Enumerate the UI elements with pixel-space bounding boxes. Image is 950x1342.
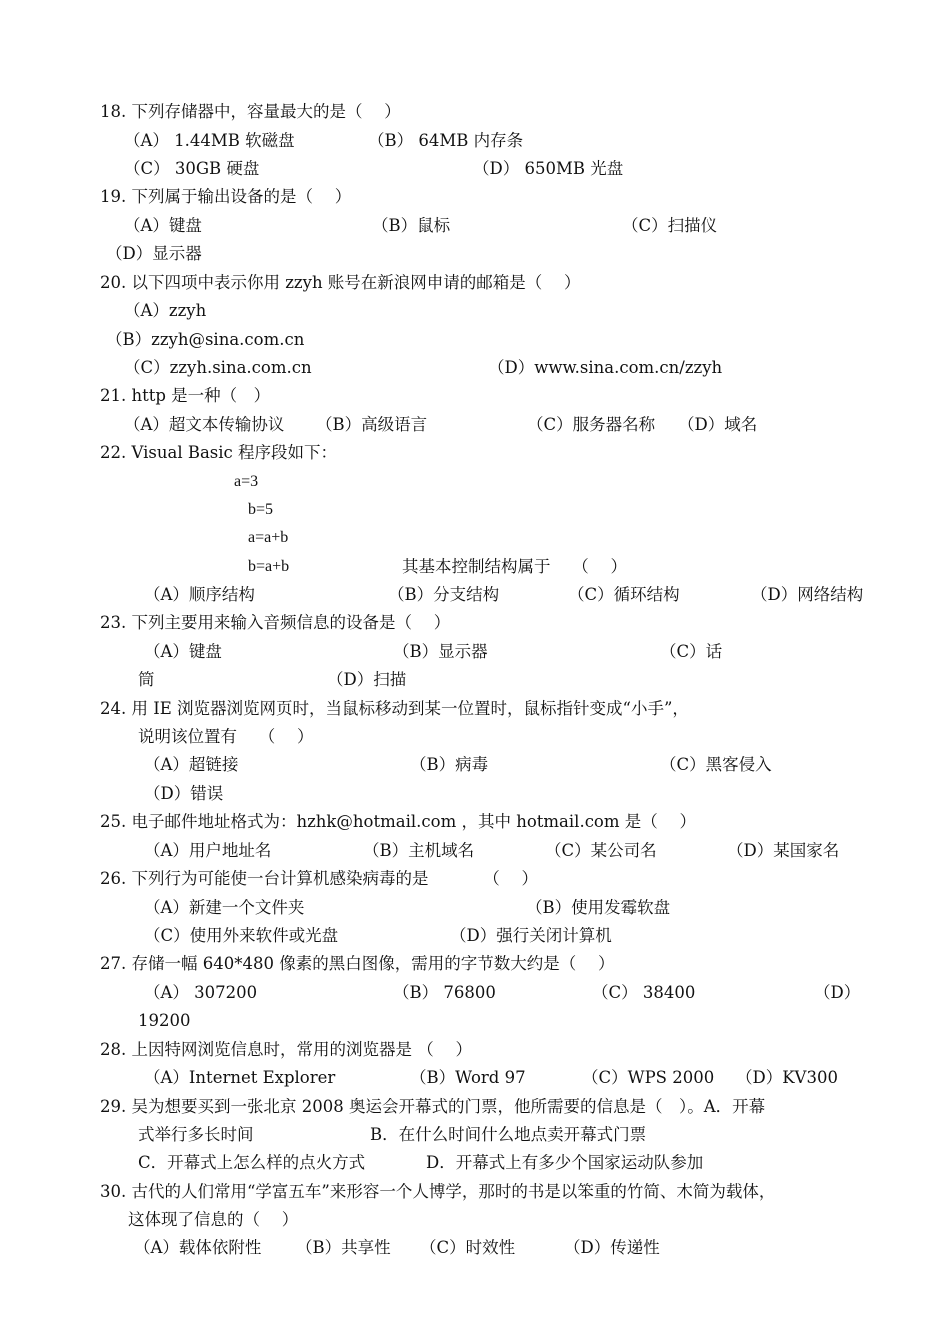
option-d: （D）某国家名 bbox=[727, 841, 840, 860]
question-24-continued: 说明该位置有 （ ） bbox=[138, 727, 314, 746]
option-b: （B）使用发霉软盘 bbox=[526, 898, 671, 917]
option-a: （A）键盘 bbox=[124, 216, 202, 235]
option-c: （C）循环结构 bbox=[568, 585, 680, 604]
question-28: 28. 上因特网浏览信息时，常用的浏览器是 （ ） bbox=[100, 1040, 472, 1059]
option-c: （C）使用外来软件或光盘 bbox=[144, 926, 339, 945]
option-c: （C）话 bbox=[660, 642, 723, 661]
option-c: C．开幕式上怎么样的点火方式 bbox=[138, 1153, 366, 1172]
option-b: （B）分支结构 bbox=[388, 585, 500, 604]
question-19: 19. 下列属于输出设备的是（ ） bbox=[100, 187, 352, 206]
option-b: （B）共享性 bbox=[296, 1238, 391, 1257]
option-b: （B）主机域名 bbox=[363, 841, 475, 860]
option-a: （A）超文本传输协议 bbox=[124, 415, 285, 434]
option-b: （B）高级语言 bbox=[316, 415, 428, 434]
question-24: 24. 用 IE 浏览器浏览网页时，当鼠标移动到某一位置时，鼠标指针变成“小手”， bbox=[100, 699, 689, 718]
option-b: （B）病毒 bbox=[410, 755, 489, 774]
option-a: （A）zzyh bbox=[124, 301, 207, 320]
option-c-continued: 筒 bbox=[138, 670, 155, 689]
option-c: （C）服务器名称 bbox=[527, 415, 656, 434]
option-a: （A）顺序结构 bbox=[144, 585, 255, 604]
option-a: （A）载体依附性 bbox=[134, 1238, 262, 1257]
option-c: （C） 38400 bbox=[592, 983, 696, 1002]
question-22: 22. Visual Basic 程序段如下： bbox=[100, 443, 338, 462]
option-d: （D）网络结构 bbox=[751, 585, 864, 604]
option-c: （C）zzyh.sina.com.cn bbox=[124, 358, 312, 377]
code-line: b=5 bbox=[248, 501, 274, 518]
option-d: （D） 650MB 光盘 bbox=[473, 159, 624, 178]
question-25: 25. 电子邮件地址格式为：hzhk@hotmail.com ，其中 hotmail.com 是（ ） bbox=[100, 812, 696, 831]
option-d: （D）扫描 bbox=[327, 670, 407, 689]
question-29: 29. 吴为想要买到一张北京 2008 奥运会开幕式的门票，他所需要的信息是（ ）。A．开幕 bbox=[100, 1097, 766, 1116]
option-c: （C）扫描仪 bbox=[622, 216, 718, 235]
option-b: （B） 76800 bbox=[393, 983, 496, 1002]
question-26: 26. 下列行为可能使一台计算机感染病毒的是 （ ） bbox=[100, 869, 538, 888]
option-b: （B）显示器 bbox=[393, 642, 488, 661]
option-d: （D）强行关闭计算机 bbox=[450, 926, 612, 945]
option-b: B．在什么时间什么地点卖开幕式门票 bbox=[370, 1125, 647, 1144]
option-a: （A）用户地址名 bbox=[144, 841, 272, 860]
option-b: （B） 64MB 内存条 bbox=[368, 131, 524, 150]
option-b: （B）zzyh@sina.com.cn bbox=[106, 330, 305, 349]
code-line: a=a+b bbox=[248, 529, 289, 546]
option-a: （A） 1.44MB 软磁盘 bbox=[124, 131, 295, 150]
question-21: 21. http 是一种（ ） bbox=[100, 386, 271, 405]
option-c: （C）时效性 bbox=[420, 1238, 516, 1257]
question-27: 27. 存储一幅 640*480 像素的黑白图像，需用的字节数大约是（ ） bbox=[100, 954, 615, 973]
question-30: 30. 古代的人们常用“学富五车”来形容一个人博学，那时的书是以笨重的竹简、木简为载体， bbox=[100, 1182, 776, 1201]
option-c: （C）WPS 2000 bbox=[582, 1068, 715, 1087]
code-line: b=a+b bbox=[248, 558, 290, 575]
option-a: （A）超链接 bbox=[144, 755, 239, 774]
option-a: （A）Internet Explorer bbox=[144, 1068, 336, 1087]
option-b: （B）鼠标 bbox=[372, 216, 451, 235]
option-d: （D）传递性 bbox=[564, 1238, 660, 1257]
option-d: （D） bbox=[814, 983, 861, 1002]
option-d-continued: 19200 bbox=[138, 1011, 191, 1030]
option-d: （D）域名 bbox=[678, 415, 758, 434]
code-line: a=3 bbox=[234, 473, 259, 490]
option-d: （D）KV300 bbox=[736, 1068, 838, 1087]
option-d: （D）www.sina.com.cn/zzyh bbox=[488, 358, 723, 377]
option-c: （C）黑客侵入 bbox=[660, 755, 772, 774]
option-d: （D）显示器 bbox=[106, 244, 202, 263]
option-b: （B）Word 97 bbox=[410, 1068, 526, 1087]
question-20: 20. 以下四项中表示你用 zzyh 账号在新浪网申请的邮箱是（ ） bbox=[100, 273, 581, 292]
option-a: （A）新建一个文件夹 bbox=[144, 898, 305, 917]
option-a: （A）键盘 bbox=[144, 642, 222, 661]
question-22-prompt: 其基本控制结构属于 （ ） bbox=[402, 557, 627, 576]
question-18: 18. 下列存储器中，容量最大的是（ ） bbox=[100, 102, 401, 121]
question-30-continued: 这体现了信息的（ ） bbox=[128, 1210, 299, 1229]
option-c: （C） 30GB 硬盘 bbox=[124, 159, 260, 178]
option-c: （C）某公司名 bbox=[545, 841, 657, 860]
option-a-continued: 式举行多长时间 bbox=[138, 1125, 254, 1144]
option-d: D．开幕式上有多少个国家运动队参加 bbox=[426, 1153, 704, 1172]
question-23: 23. 下列主要用来输入音频信息的设备是（ ） bbox=[100, 613, 451, 632]
option-d: （D）错误 bbox=[144, 784, 224, 803]
option-a: （A） 307200 bbox=[144, 983, 258, 1002]
